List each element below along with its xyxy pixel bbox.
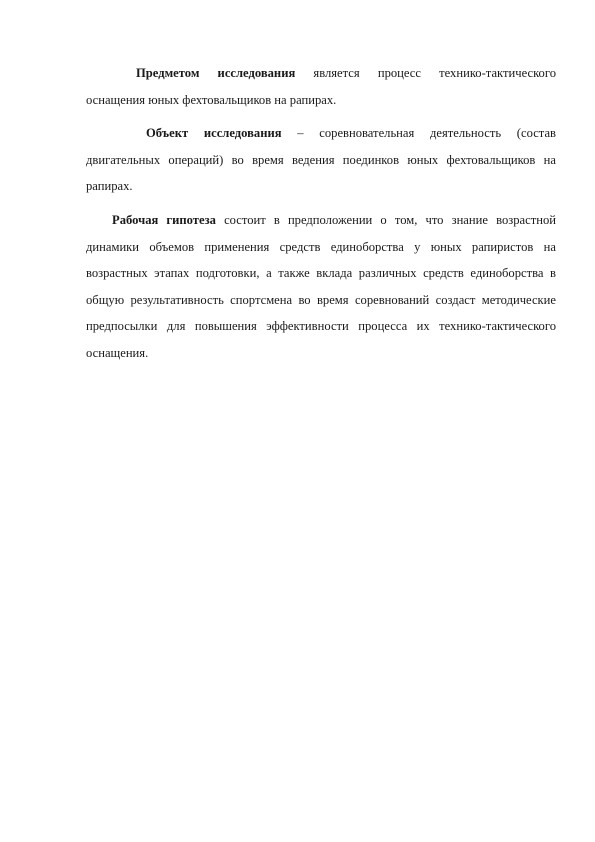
paragraph-subject-text: является процесс технико-тактического оснащения юных фехтовальщиков на рапирах. (86, 66, 556, 107)
paragraph-object-lead: Объект исследования (146, 126, 282, 140)
paragraph-object-text: – соревновательная деятельность (состав двигательных операций) во время ведения поединков юных фехтовальщиков на рапирах. (86, 126, 556, 193)
paragraph-hypothesis-text: состоит в предположении о том, что знание возрастной динамики объемов применения средств единоборства у юных рапиристов на возрастных этапах подготовки, а также вклада различных средств единоборства в общую результативность спортсмена во время соревнований создаст методические предпосылки для повышения эффективности процесса их технико-тактического оснащения. (86, 213, 556, 360)
paragraph-object (86, 120, 556, 200)
paragraph-hypothesis-lead: Рабочая гипотеза (112, 213, 216, 227)
paragraph-hypothesis (86, 207, 556, 366)
paragraph-subject-lead: Предметом исследования (136, 66, 296, 80)
paragraph-subject (86, 60, 556, 113)
